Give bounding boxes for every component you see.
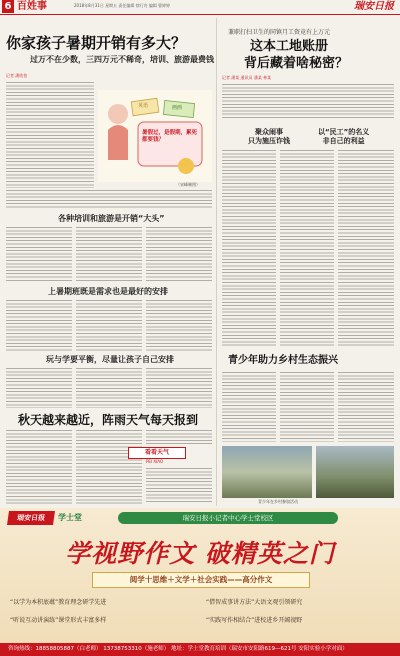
ad-tagline: 阅学十思维＋文学＋社会实践——高分作文	[92, 572, 310, 588]
left-text-col-3c	[146, 368, 212, 408]
right-intro-text	[222, 84, 394, 120]
right-text-col-c	[338, 150, 394, 346]
left-text-col-2a	[6, 300, 72, 352]
ad-logo-newspaper: 瑞安日报	[7, 511, 55, 525]
right-bottom-text-b	[280, 372, 334, 442]
weather-text-col-a	[6, 430, 72, 504]
village-activity-photo-1	[222, 446, 312, 498]
right-title-line-2: 背后藏着啥秘密？	[244, 56, 349, 71]
left-byline: 记者 潘欣怡	[6, 73, 28, 78]
column-divider	[216, 18, 217, 506]
left-text-col-2c	[146, 300, 212, 352]
left-text-col-3a	[6, 368, 72, 408]
right-mid-title-right: 以“民工”的名义 非自己的利益	[318, 128, 370, 146]
newspaper-brand: 瑞安日报	[354, 1, 394, 12]
right-kicker: 兼职打扫卫生的同镇月工资竟有上万元	[228, 29, 331, 36]
illustration-credit: （宋峰制图）	[176, 182, 200, 187]
left-article-title: 你家孩子暑期开销有多大？	[6, 34, 187, 52]
ad-top-bar	[0, 508, 400, 528]
left-text-col-3b	[76, 368, 142, 408]
ad-banner: 瑞安日报小记者中心学士堂校区	[118, 512, 338, 524]
right-title-line-1: 这本工地账册	[250, 39, 329, 54]
left-text-block-1	[6, 190, 212, 210]
summer-cost-illustration	[98, 90, 212, 182]
left-text-col-1b	[76, 227, 142, 283]
weather-text-col-c	[146, 430, 212, 444]
photo-caption: 青少年在乡村参加活动	[258, 499, 298, 504]
ad-logo-school: 学士堂	[58, 513, 82, 522]
left-text-col-1c	[146, 227, 212, 283]
left-intro-text	[6, 82, 94, 188]
page-header	[0, 0, 400, 13]
ad-bullet: “借智成事讲方法”大语文观引领研究	[206, 599, 303, 606]
right-byline: 记者 潘某 通讯员 潘某 林某	[222, 75, 272, 80]
weather-label: 看看天气	[144, 449, 169, 456]
education-advertisement	[0, 508, 400, 656]
right-text-col-a	[222, 150, 276, 346]
section-name: 百姓事	[17, 1, 47, 12]
right-text-col-b	[280, 150, 334, 346]
ad-headline: 学视野作文 破精英之门	[65, 539, 335, 568]
village-activity-photo-2	[316, 446, 394, 498]
weather-label-sub: PEI XIAO	[146, 459, 164, 464]
left-subhead-3: 玩与学要平衡，尽量让孩子自己安排	[46, 355, 174, 364]
ad-bullet: “以学为本积底蕴”教育理念研学先进	[10, 599, 107, 606]
weather-text-col-d	[146, 468, 212, 504]
weather-label-box	[128, 447, 186, 459]
left-subhead-1: 各种培训和旅游是开销“大头”	[58, 214, 165, 223]
ad-bullet: “实践写作相结合”进校进乡开阔视野	[206, 617, 303, 624]
illus-sign-drawing: 画画	[172, 105, 183, 111]
header-divider	[0, 14, 400, 15]
illus-sign-english: 英语	[138, 103, 149, 109]
ad-bullet: “听说互动讲演练”课堂形式丰富多样	[10, 617, 107, 624]
left-article-subtitle: 过万不在少数，三四万元不稀奇，培训、旅游最费钱	[30, 55, 214, 64]
page-number: 6	[2, 0, 14, 13]
illus-caption: 暑假过，是假期，累死都要钱？	[142, 130, 198, 144]
weather-text-col-b	[76, 430, 142, 504]
left-text-col-1a	[6, 227, 72, 283]
weather-article-title: 秋天越来越近，阵雨天气每天报到	[18, 413, 199, 427]
right-mid-title-left: 聚众闹事 只为施压诈钱	[248, 128, 290, 146]
issue-meta: 2018年8月31日 星期五 责任编辑 徐行舟 编辑 曹婷婷	[74, 3, 171, 8]
right-bottom-text-c	[338, 372, 394, 442]
ad-contact-footer: 咨询热线：18858805887（白老师） 13738753310（施老师） 地址：学士堂教育培训（瑞安市安阳路619—621号 安阳实验小学对面）	[0, 643, 400, 656]
right-bottom-title: 青少年助力乡村生态振兴	[228, 355, 338, 366]
left-subhead-2: 上暑期班既是需求也是最好的安排	[48, 287, 168, 296]
right-bottom-text-a	[222, 372, 276, 442]
left-text-col-2b	[76, 300, 142, 352]
